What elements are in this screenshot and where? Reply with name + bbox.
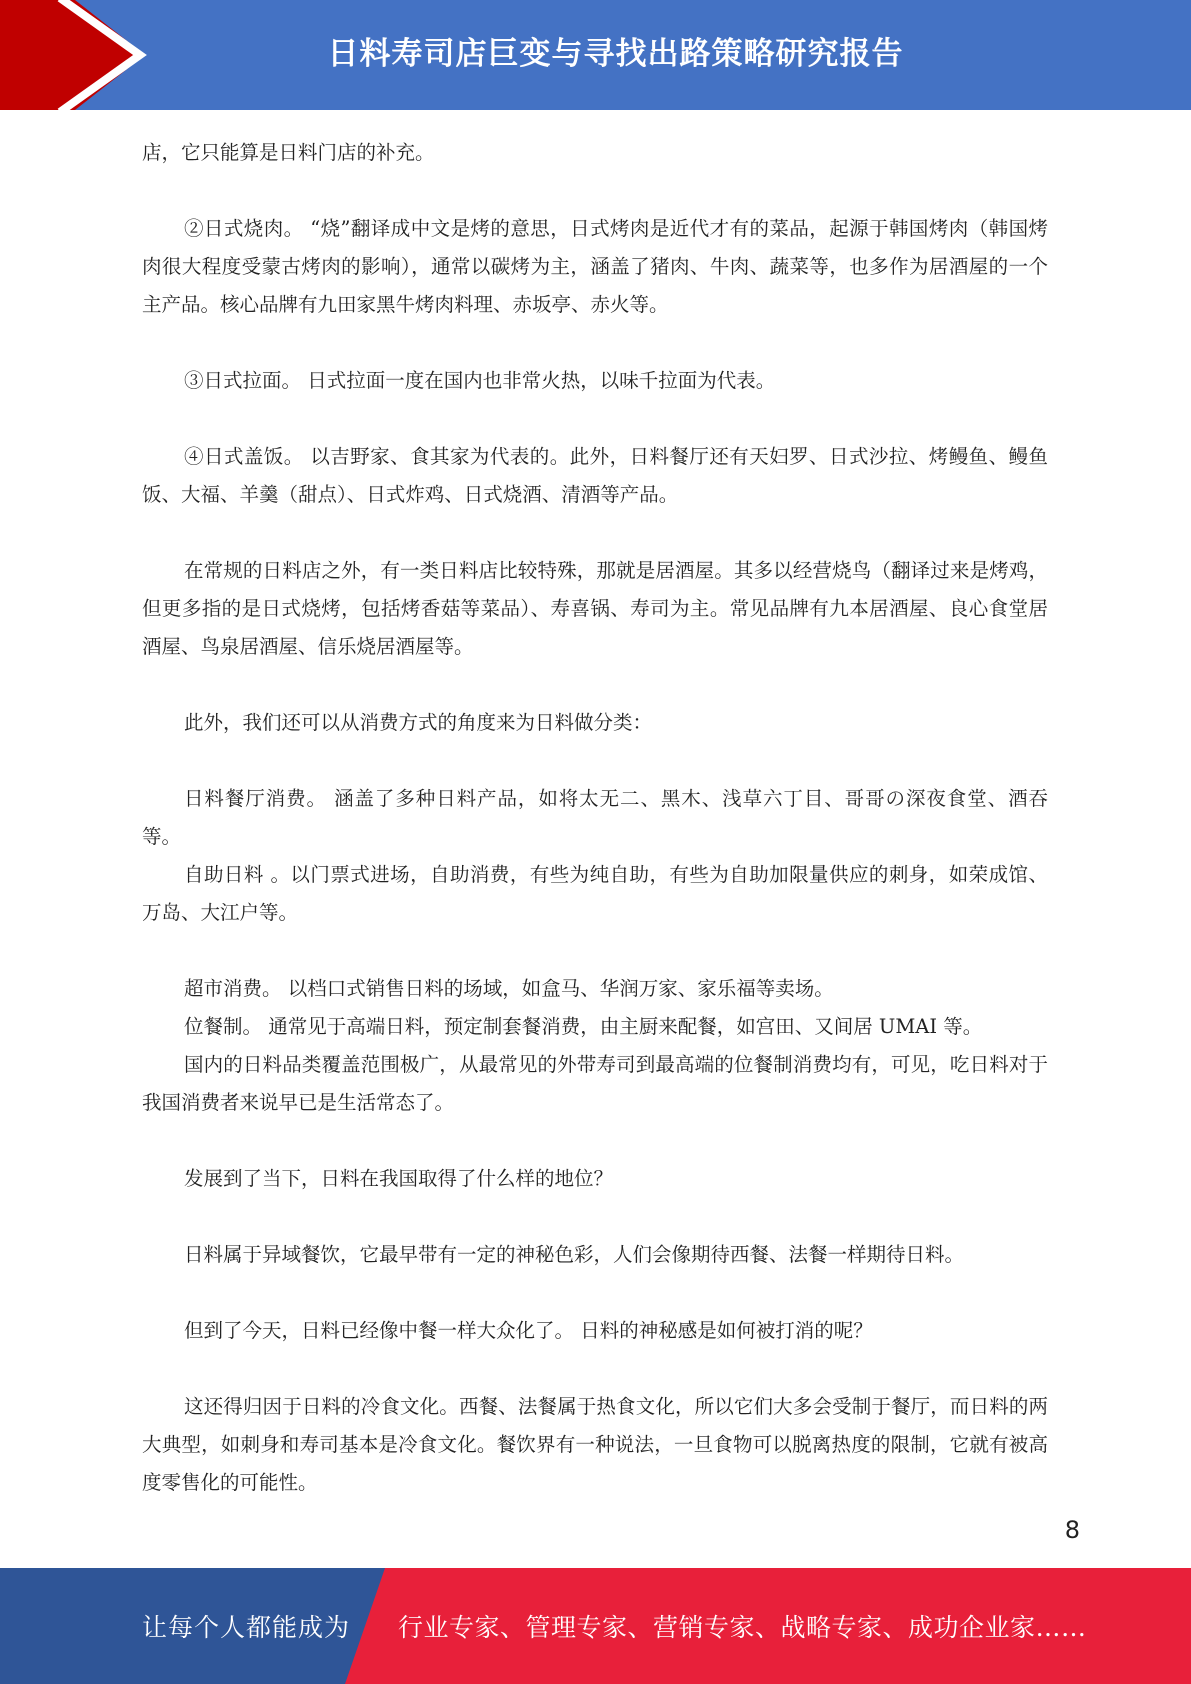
paragraph: 但到了今天，日料已经像中餐一样大众化了。 日料的神秘感是如何被打消的呢？ [184, 1319, 873, 1342]
paragraph: 这还得归因于日料的冷食文化。西餐、法餐属于热食文化，所以它们大多会受制于餐厅，而日料的两大典型，如刺身和寿司基本是冷食文化。餐饮界有一种说法，一旦食物可以脱离热度的限制，它就有被高度零售化的可能性。 [142, 1395, 1048, 1494]
report-title: 日料寿司店巨变与寻找出路策略研究报告 [327, 35, 904, 72]
page-header [0, 0, 1191, 110]
paragraph: ④日式盖饭。 以吉野家、食其家为代表的。此外，日料餐厅还有天妇罗、日式沙拉、烤鳗鱼、鳗鱼饭、大福、羊羹（甜点）、日式炸鸡、日式烧酒、清酒等产品。 [142, 445, 1048, 506]
paragraph: ③日式拉面。 日式拉面一度在国内也非常火热，以味千拉面为代表。 [184, 369, 776, 392]
paragraph: 发展到了当下，日料在我国取得了什么样的地位？ [184, 1167, 614, 1190]
footer-slogan-left: 让每个人都能成为 [142, 1613, 351, 1642]
paragraph: 日料餐厅消费。 涵盖了多种日料产品，如将太无二、黑木、浅草六丁目、哥哥の深夜食堂、酒吞等。 [142, 787, 1048, 848]
footer-slogan-right: 行业专家、管理专家、营销专家、战略专家、成功企业家…… [398, 1613, 1087, 1642]
paragraph: ②日式烧肉。 “烧”翻译成中文是烤的意思，日式烤肉是近代才有的菜品，起源于韩国烤肉（韩国烤肉很大程度受蒙古烤肉的影响），通常以碳烤为主，涵盖了猪肉、牛肉、蔬菜等，也多作为居酒屋的一个主产品。核心品牌有九田家黑牛烤肉料理、赤坂亭、赤火等。 [142, 217, 1048, 316]
paragraph: 在常规的日料店之外，有一类日料店比较特殊，那就是居酒屋。其多以经营烧鸟（翻译过来是烤鸡，但更多指的是日式烧烤，包括烤香菇等菜品）、寿喜锅、寿司为主。常见品牌有九本居酒屋、良心食堂居酒屋、鸟泉居酒屋、信乐烧居酒屋等。 [142, 559, 1048, 658]
paragraph: 国内的日料品类覆盖范围极广，从最常见的外带寿司到最高端的位餐制消费均有，可见，吃日料对于我国消费者来说早已是生活常态了。 [142, 1053, 1048, 1114]
paragraph: 超市消费。 以档口式销售日料的场域，如盒马、华润万家、家乐福等卖场。 [184, 977, 834, 1000]
paragraph: 店，它只能算是日料门店的补充。 [142, 141, 435, 164]
paragraph: 位餐制。 通常见于高端日料，预定制套餐消费，由主厨来配餐，如宫田、又间居 UMAI 等。 [184, 1015, 983, 1038]
page-number: 8 [1064, 1516, 1080, 1544]
paragraph: 此外，我们还可以从消费方式的角度来为日料做分类： [184, 711, 653, 734]
chevron-arrow-icon [0, 0, 160, 110]
paragraph: 日料属于异域餐饮，它最早带有一定的神秘色彩，人们会像期待西餐、法餐一样期待日料。 [184, 1243, 965, 1266]
document-body [142, 134, 1048, 1502]
page-footer [0, 1568, 1191, 1684]
paragraph: 自助日料 。以门票式进场，自助消费，有些为纯自助，有些为自助加限量供应的刺身，如荣成馆、万岛、大江户等。 [142, 863, 1048, 924]
